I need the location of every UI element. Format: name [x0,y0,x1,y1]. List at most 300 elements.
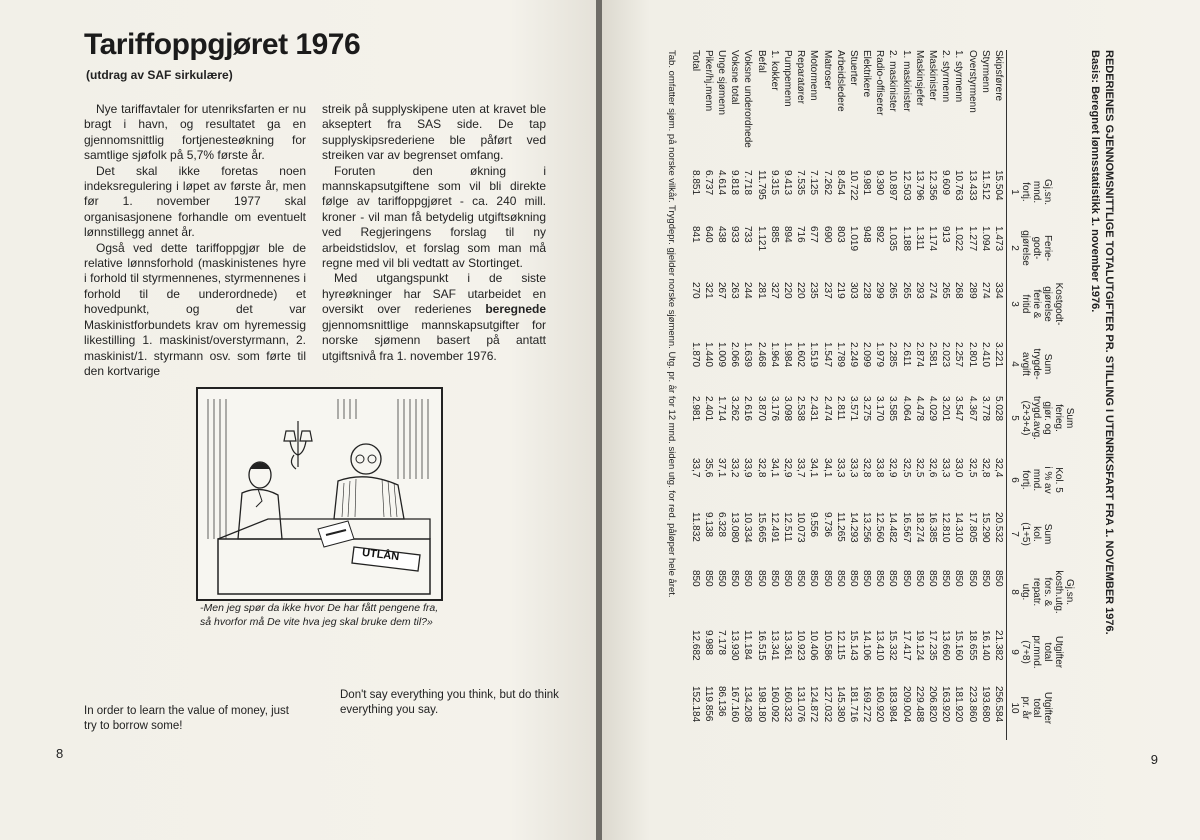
table-cell: 16.385 [927,512,939,543]
column-header-line: Utgifter [1042,691,1053,725]
table-cell: 9.413 [782,170,793,196]
row-label: Voksne total [729,50,741,105]
column-header-line: (7+8) [1020,640,1031,664]
table-cell: 4.367 [966,396,978,422]
table-cell: 17.805 [966,512,978,543]
cost-table [665,50,1115,740]
column-header-line: fritid [1020,294,1031,314]
table-cell: 14.482 [887,512,899,543]
table-cell: 33,7 [689,458,701,478]
table-cell: 2.801 [966,342,978,368]
row-label: Elektrikere [861,50,873,98]
table-cell: 1.277 [966,226,978,252]
table-cell: 2.581 [927,342,939,368]
table-cell: 13.930 [729,630,741,661]
table-cell: 14.106 [861,630,873,661]
column-header-line: pr.mnd. [1031,635,1042,669]
table-cell: 10.923 [795,630,807,661]
table-row [715,50,728,740]
table-cell: 263 [729,282,741,299]
table-cell: 1.870 [689,342,701,368]
table-row [900,50,913,740]
column-header-line: Utgifter [1053,635,1064,669]
table-cell: 34,1 [768,458,780,478]
table-cell: 4.614 [716,170,728,196]
table-cell: 268 [953,282,965,299]
table-cell: 850 [861,570,873,587]
column-header [1009,390,1075,446]
table-cell: 256.584 [993,686,1004,723]
table-cell: 327 [768,282,780,299]
left-page [0,0,598,840]
table-cell: 1.094 [979,226,991,252]
column-header-line: ferieg. [1053,404,1064,432]
table-cell: 850 [953,570,965,587]
table-cell: 1.639 [742,342,754,368]
column-header-line: Sum [1042,353,1053,375]
rotated-table-wrapper [665,50,1115,740]
table-cell: 7.178 [716,630,728,656]
table-cell: 733 [742,226,754,243]
table-cell: 850 [887,570,899,587]
table-cell: 16.567 [900,512,912,543]
row-label: Unge sjømenn [716,50,728,116]
row-label: 1. maskinister [900,50,912,112]
table-cell: 3.778 [979,396,991,422]
header-rule [1006,50,1007,740]
table-cell: 32,6 [927,458,939,478]
table-cell: 33,7 [795,458,807,478]
cartoon-caption: -Men jeg spør da ikke hvor De har fått pengene fra, så hvorfor må De vite hva jeg skal bruke dem til?» [200,602,439,628]
table-cell: 2.257 [953,342,965,368]
column-header-line: Ferie- [1042,234,1053,262]
page-number-right: 9 [1150,752,1158,767]
table-cell: 7.125 [808,170,820,196]
table-cell: 2.431 [808,396,820,422]
column-header-line: fortj. [1020,470,1031,490]
table-cell: 3.176 [768,396,780,422]
table-cell: 244 [742,282,754,299]
column-header [1009,220,1053,276]
column-header-line: trygde- [1031,348,1042,380]
table-cell: 274 [927,282,939,299]
row-label: Arbeidsledere [834,50,846,112]
table-row [741,50,754,740]
table-cell: 198.180 [755,686,767,723]
table-cell: 1.121 [755,226,767,252]
table-cell: 9.736 [821,512,833,538]
table-cell: 9.315 [768,170,780,196]
table-cell: 892 [874,226,886,243]
table-cell: 265 [887,282,899,299]
table-cell: 32,8 [979,458,991,478]
table-cell: 948 [861,226,873,243]
table-cell: 438 [716,226,728,243]
table-cell: 15.332 [887,630,899,661]
table-cell: 209.004 [900,686,912,723]
table-cell: 10.073 [795,512,807,543]
table-cell: 127.032 [821,686,833,723]
table-cell: 33,3 [834,458,846,478]
table-cell: 13.660 [940,630,952,661]
table-cell: 3.262 [729,396,741,422]
column-header-line: 8 [1009,589,1020,595]
table-cell: 10.897 [887,170,899,201]
table-cell: 9.818 [729,170,741,196]
table-cell: 894 [782,226,793,243]
table-cell: 14.310 [953,512,965,543]
table-cell: 160.920 [874,686,886,723]
table-cell: 5.028 [993,396,1004,422]
column-header-line: gjørelse [1020,230,1031,266]
table-cell: 15.143 [847,630,859,661]
table-cell: 850 [834,570,846,587]
table-cell: 167.160 [729,686,741,723]
column-header-line: fors. & [1042,577,1053,607]
table-cell: 145.380 [834,686,846,723]
table-cell: 4.478 [913,396,925,422]
table-cell: 16.515 [755,630,767,661]
table-cell: 10.586 [821,630,833,661]
table-cell: 850 [808,570,820,587]
table-cell: 1.009 [716,342,728,368]
table-cell: 32,4 [993,458,1004,478]
column-header-line: 5 [1009,415,1020,421]
table-cell: 10.763 [953,170,965,201]
column-header-line: godt- [1031,236,1042,260]
paragraph: Nye tariffavtaler for utenriksfarten er nu bragt i havn, og resultatet ga en gjennomsnittlig fortjenesteøkning for samtlige sjøfolk på 5,7% første år. [84,102,306,163]
table-cell: 15.504 [993,170,1004,201]
table-cell: 3.098 [782,396,793,422]
table-cell: 4.029 [927,396,939,422]
table-cell: 229.488 [913,686,925,723]
table-cell: 11.265 [834,512,846,542]
table-cell: 281 [755,282,767,299]
text-column-2 [322,102,546,364]
column-header-line: Kostgodt- [1053,282,1064,326]
table-cell: 1.311 [913,226,925,251]
table-cell: 13.410 [874,630,886,661]
table-cell: 163.920 [940,686,952,723]
table-row [834,50,847,740]
article-title: Tariffoppgjøret 1976 [84,28,361,61]
row-label: Pumpemenn [782,50,793,107]
table-row [939,50,952,740]
table-cell: 34,1 [821,458,833,478]
table-row [965,50,978,740]
table-cell: 3.170 [874,396,886,422]
table-row [781,50,794,740]
table-cell: 181.716 [847,686,859,723]
table-cell: 334 [993,282,1004,299]
table-cell: 86.136 [716,686,728,717]
table-row [702,50,715,740]
table-cell: 219 [834,282,846,299]
table-cell: 4.064 [900,396,912,422]
table-cell: 1.789 [834,342,846,368]
column-header-line: 6 [1009,477,1020,483]
table-cell: 289 [966,282,978,299]
table-cell: 7.262 [821,170,833,196]
column-header [1009,452,1064,508]
table-row [926,50,939,740]
table-header [1009,50,1081,740]
column-header-line: gjørelse [1042,286,1053,322]
table-cell: 850 [847,570,859,587]
column-header-line: mnd. [1031,468,1042,492]
table-cell: 237 [821,282,833,299]
table-cell: 32,9 [782,458,793,478]
table-cell: 15.160 [953,630,965,661]
table-cell: 33,0 [953,458,965,478]
table-cell: 2.611 [900,342,912,367]
column-header-line: gjør. og [1042,401,1053,435]
paragraph: Også ved dette tariffoppgjør ble de relative lønnsforhold (maskinistenes hyre i forhold til styrmennenes, styrmennenes i forhold til de underordnede) et hovedpunkt, og det var Maskinistforbundets krav om hyremessig likestilling 1. maskinist/overstyrmann, 2. maskinist/1. styrmann osv. som førte til den kortvarige [84,240,306,378]
row-label: Voksne underordnede [742,50,754,148]
table-cell: 13.080 [729,512,741,543]
table-cell: 850 [927,570,939,587]
table-cell: 850 [900,570,912,587]
table-cell: 33,9 [742,458,754,478]
column-header-line: ferie & [1031,289,1042,319]
table-cell: 18.274 [913,512,925,543]
table-cell: 12.491 [768,512,780,543]
table-cell: 7.535 [795,170,807,196]
table-cell: 32,8 [861,458,873,478]
sign-label: UTLÅN [361,546,400,564]
table-cell: 17.417 [900,630,912,661]
row-label: Reparatører [795,50,807,104]
table-cell: 850 [795,570,807,587]
table-cell: 1.714 [716,396,728,422]
table-row [913,50,926,740]
table-cell: 160.332 [782,686,793,723]
table-cell: 11.832 [689,512,701,542]
table-cell: 8.851 [689,170,701,196]
table-footnote: Tab. omfatter sjøm. på norske vilkår. Trygdepr. gjelder norske sjømenn. Utg. pr. år for 12 mnd. siden utg. for red. påløper hele året. [666,50,677,598]
table-cell: 193.680 [979,686,991,723]
table-cell: 3.585 [887,396,899,422]
table-cell: 1.188 [900,226,912,252]
column-header [1009,276,1064,332]
table-cell: 274 [979,282,991,299]
table-basis: Basis: Beregnet lønnsstatistikk 1. november 1976. [1089,50,1101,313]
table-cell: 293 [913,282,925,299]
paragraph-text: gjennomsnittlige mannskapsutgifter for norske sjømenn basert på antatt utgiftsnivå fra 1. november 1976. [322,317,546,363]
row-label: Piker/hj.menn [702,50,714,112]
table-cell: 9.138 [702,512,714,538]
table-cell: 12.560 [874,512,886,543]
column-header-line: Gj.sn. [1042,178,1053,206]
table-cell: 933 [729,226,741,243]
table-cell: 10.406 [808,630,820,661]
table-cell: 37,1 [716,458,728,478]
table-row [754,50,767,740]
table-cell: 6.737 [702,170,714,196]
table-cell: 13.796 [913,170,925,201]
row-label: 1. kokker [768,50,780,91]
row-label: Overstyrmenn [966,50,978,113]
table-cell: 3.547 [953,396,965,422]
table-cell: 1.984 [782,342,793,368]
table-cell: 16.140 [979,630,991,661]
row-label: Skipsførere [993,50,1004,102]
table-cell: 299 [874,282,886,299]
table-cell: 850 [940,570,952,587]
table-cell: 1.022 [953,226,965,252]
article-subtitle: (utdrag av SAF sirkulære) [86,68,233,82]
column-header-line: fortj. [1020,182,1031,202]
table-cell: 13.256 [861,512,873,543]
table-row [992,50,1005,740]
table-row [860,50,873,740]
table-cell: 12.503 [900,170,912,201]
column-header-line: kol. [1031,526,1042,542]
table-cell: 850 [702,570,714,587]
table-cell: 206.820 [927,686,939,723]
table-cell: 841 [689,226,701,243]
bold-word: beregnede [485,302,546,317]
table-cell: 716 [795,226,807,243]
table-cell: 9.390 [874,170,886,196]
table-row [847,50,860,740]
row-label: Stuerter [847,50,859,86]
table-cell: 131.076 [795,686,807,723]
table-cell: 32,8 [755,458,767,478]
table-cell: 640 [702,226,714,243]
column-header-line: 7 [1009,531,1020,537]
table-cell: 15.665 [755,512,767,543]
table-cell: 265 [900,282,912,299]
table-cell: 169.272 [861,686,873,723]
table-cell: 11.795 [755,170,767,200]
table-cell: 1.602 [795,342,807,368]
table-cell: 2.066 [729,342,741,368]
table-cell: 265 [940,282,952,299]
table-cell: 2.023 [940,342,952,368]
table-cell: 321 [702,282,714,299]
column-header [1009,564,1075,620]
table-cell: 850 [689,570,701,587]
table-cell: 850 [755,570,767,587]
row-label: 2. maskinister [887,50,899,112]
table-cell: 9.988 [702,630,714,656]
column-header-line: 10 [1009,702,1020,714]
table-cell: 2.099 [861,342,873,368]
column-header-line: Kol. 5 [1053,467,1064,493]
table-cell: 12.115 [834,630,846,660]
table-cell: 1.547 [821,342,833,368]
paragraph-text: Med utgangspunkt i de siste hyreøkninger har SAF utarbeidet en oversikt over rederienes [322,271,546,317]
table-cell: 850 [821,570,833,587]
table-cell: 223.860 [966,686,978,723]
table-row [768,50,781,740]
table-cell: 1.035 [887,226,899,252]
table-cell: 885 [768,226,780,243]
table-title: REDERIENES GJENNOMSNITTLIGE TOTALUTGIFTER PR. STILLING I UTENRIKSFART FRA 1. NOVEMBER 1976. [1103,50,1115,635]
table-cell: 33,8 [874,458,886,478]
table-cell: 13.361 [782,630,793,661]
row-label: 1. styrmenn [953,50,965,103]
table-cell: 14.293 [847,512,859,543]
paragraph: Foruten den økning i mannskapsutgiftene som vil bli direkte følge av tariffoppgjøret - ca. 240 mill. kroner - vil man få betydelig utgiftsøkning ved Regjeringens forslag til ny arbeidstidslov, et forslag som man må regne med vil bli vedtatt av Stortinget. [322,163,546,271]
table-cell: 9.609 [940,170,952,196]
table-cell: 13.341 [768,630,780,661]
cartoon-drawing-icon [198,389,441,599]
table-cell: 32,9 [887,458,899,478]
table-cell: 160.092 [768,686,780,723]
column-header [1009,624,1064,680]
row-label: Radio-offiserer [874,50,886,116]
table-cell: 32,5 [913,458,925,478]
table-cell: 13.433 [966,170,978,201]
table-cell: 267 [716,282,728,299]
table-row [728,50,741,740]
table-row [886,50,899,740]
column-header-line: Sum [1042,523,1053,545]
table-cell: 850 [729,570,741,587]
table-cell: 124.872 [808,686,820,723]
paragraph [322,271,546,363]
table-cell: 690 [821,226,833,243]
table-cell: 2.874 [913,342,925,368]
table-cell: 220 [795,282,807,299]
table-cell: 7.718 [742,170,754,196]
row-label: 2. styrmenn [940,50,952,103]
table-row [820,50,833,740]
table-row [873,50,886,740]
table-cell: 20.532 [993,512,1004,543]
column-header-line: repatr. [1031,577,1042,607]
column-header [1009,164,1053,220]
table-cell: 33,3 [847,458,859,478]
paragraph: streik på supplyskipene uten at kravet ble akseptert fra SAS side. De tap supplyskipsrederiene ble påført ved streiken var av begrenset omfang. [322,102,546,163]
table-cell: 850 [874,570,886,587]
table-cell: 3.571 [847,396,859,422]
table-cell: 10.334 [742,512,754,543]
table-cell: 2.538 [795,396,807,422]
table-cell: 11.184 [742,630,754,660]
table-cell: 2.616 [742,396,754,422]
table-cell: 850 [993,570,1004,587]
table-cell: 2.285 [887,342,899,368]
column-header-line: 4 [1009,361,1020,367]
table-cell: 2.249 [847,342,859,368]
table-cell: 18.655 [966,630,978,661]
table-cell: 3.275 [861,396,873,422]
table-cell: 1.440 [702,342,714,368]
row-label: Maskinister [927,50,939,101]
column-header-line: pr. år [1020,696,1031,720]
table-cell: 15.290 [979,512,991,543]
table-cell: 12.511 [782,512,793,542]
quote-think: Don't say everything you think, but do think everything you say. [340,689,559,716]
table-row [689,50,702,740]
row-label: Total [689,50,701,72]
column-header-line: (2+3+4) [1020,400,1031,436]
table-cell: 1.019 [847,226,859,252]
table-cell: 152.184 [689,686,701,723]
table-cell: 3.870 [755,396,767,422]
table-cell: 913 [940,226,952,243]
table-row [952,50,965,740]
column-header-line: 9 [1009,649,1020,655]
table-cell: 2.468 [755,342,767,368]
table-cell: 850 [716,570,728,587]
table-cell: 17.235 [927,630,939,661]
column-header-line: mnd. [1031,180,1042,204]
column-header-line: utg. [1020,583,1031,601]
